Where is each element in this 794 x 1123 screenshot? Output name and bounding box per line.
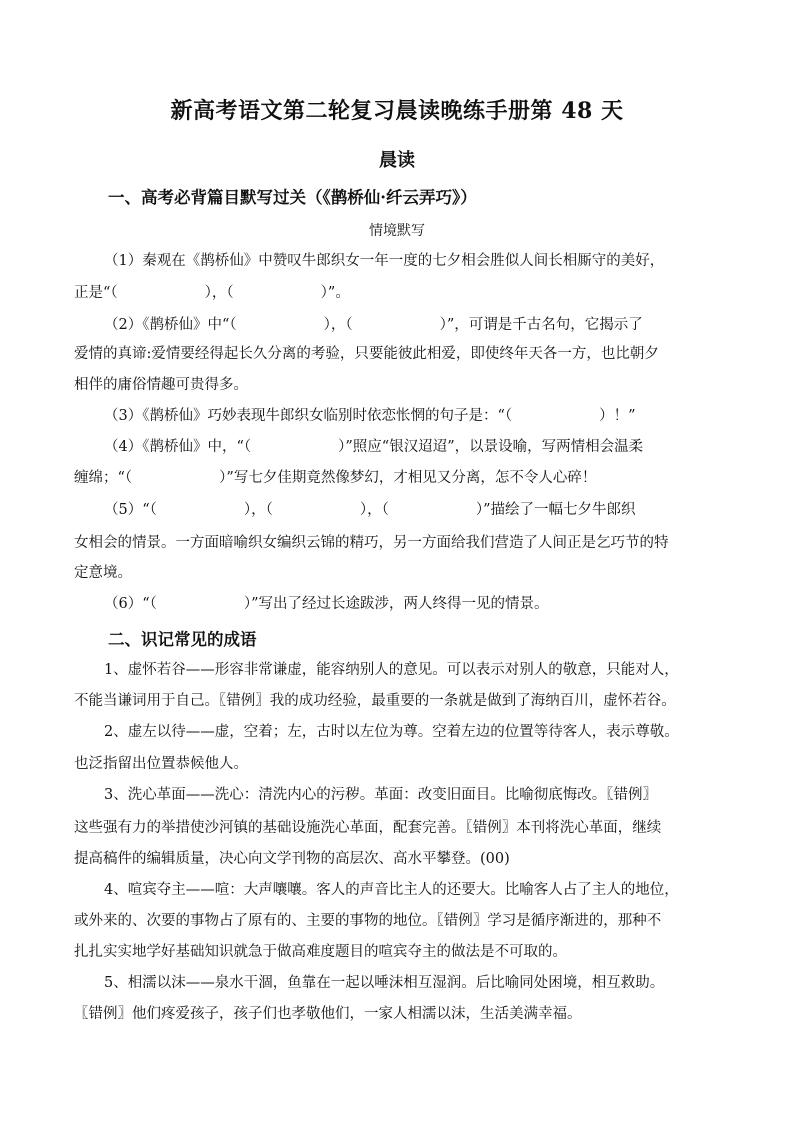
s2-line-7: 提高稿件的编辑质量，决心向文学刊物的高层次、高水平攀登。(00): [74, 851, 510, 867]
s2-line-2: 不能当谦词用于自己。〖错例〗我的成功经验，最重要的一条就是做到了海纳百川，虚怀若谷。: [74, 693, 676, 709]
s1-line-11: 定意境。: [74, 565, 132, 581]
section1-heading: 一、高考必背篇目默写过关（《鹊桥仙·纤云弄巧》）: [108, 188, 477, 207]
s1-line-1: （1）秦观在《鹊桥仙》中赞叹牛郎织女一年一度的七夕相会胜似人间长相厮守的美好，: [104, 253, 665, 269]
s2-line-8: 4、喧宾夺主——喧：大声嚷嚷。客人的声音比主人的还要大。比喻客人占了主人的地位，: [104, 882, 679, 898]
s1-line-9: （5）“（ ），（ ），（ ）”描绘了一幅七夕牛郎织: [104, 502, 636, 518]
s1-line-7: （4）《鹊桥仙》中，“（ ）”照应“银汉迢迢”，以景设喻，写两情相会温柔: [104, 439, 644, 455]
s2-line-10: 扎扎实实地学好基础知识就急于做高难度题目的喧宾夺主的做法是不可取的。: [74, 944, 567, 960]
section1-subheading: 情境默写: [369, 223, 425, 239]
s1-line-8: 缠绵；“（ ）”写七夕佳期竟然像梦幻，才相见又分离，怎不令人心碎！: [74, 470, 597, 486]
s2-line-9: 或外来的、次要的事物占了原有的、主要的事物的地位。〖错例〗学习是循序渐进的，那种不: [74, 913, 662, 929]
s2-line-1: 1、虚怀若谷——形容非常谦虚，能容纳别人的意见。可以表示对别人的敬意，只能对人，: [104, 662, 679, 678]
s1-line-6: （3）《鹊桥仙》巧妙表现牛郎织女临别时依恋怅惘的句子是：“（ ）！”: [104, 408, 636, 424]
s1-line-3: （2）《鹊桥仙》中“（ ），（ ）”，可谓是千古名句，它揭示了: [104, 317, 643, 333]
page-subtitle: 晨读: [379, 150, 415, 171]
section2-heading: 二、识记常见的成语: [108, 630, 257, 649]
s2-line-11: 5、相濡以沫——泉水干涸，鱼靠在一起以唾沫相互湿润。后比喻同处困境，相互救助。: [104, 975, 665, 991]
s1-line-2: 正是“（ ），（ ）”。: [74, 285, 350, 301]
s2-line-3: 2、虚左以待——虚，空着；左，古时以左位为尊。空着左边的位置等待客人，表示尊敬。: [104, 724, 679, 740]
s2-line-12: 〖错例〗他们疼爱孩子，孩子们也孝敬他们，一家人相濡以沫，生活美满幸福。: [74, 1006, 582, 1022]
s1-line-4: 爱情的真谛:爱情要经得起长久分离的考验，只要能彼此相爱，即使终年天各一方，也比朝夕: [74, 346, 659, 362]
s1-line-12: （6）“（ ）”写出了经过长途跋涉，两人终得一见的情景。: [104, 596, 549, 612]
s1-line-5: 相伴的庸俗情趣可贵得多。: [74, 377, 248, 393]
s2-line-5: 3、洗心革面——洗心：清洗内心的污秽。革面：改变旧面目。比喻彻底悔改。〖错例〗: [104, 787, 657, 803]
s2-line-6: 这些强有力的举措使沙河镇的基础设施洗心革面，配套完善。〖错例〗本刊将洗心革面，继续: [74, 820, 662, 836]
s2-line-4: 也泛指留出位置恭候他人。: [74, 756, 248, 772]
page-title: 新高考语文第二轮复习晨读晚练手册第 48 天: [170, 98, 624, 124]
s1-line-10: 女相会的情景。一方面暗喻织女编织云锦的精巧，另一方面给我们营造了人间正是乞巧节的特: [74, 535, 669, 551]
